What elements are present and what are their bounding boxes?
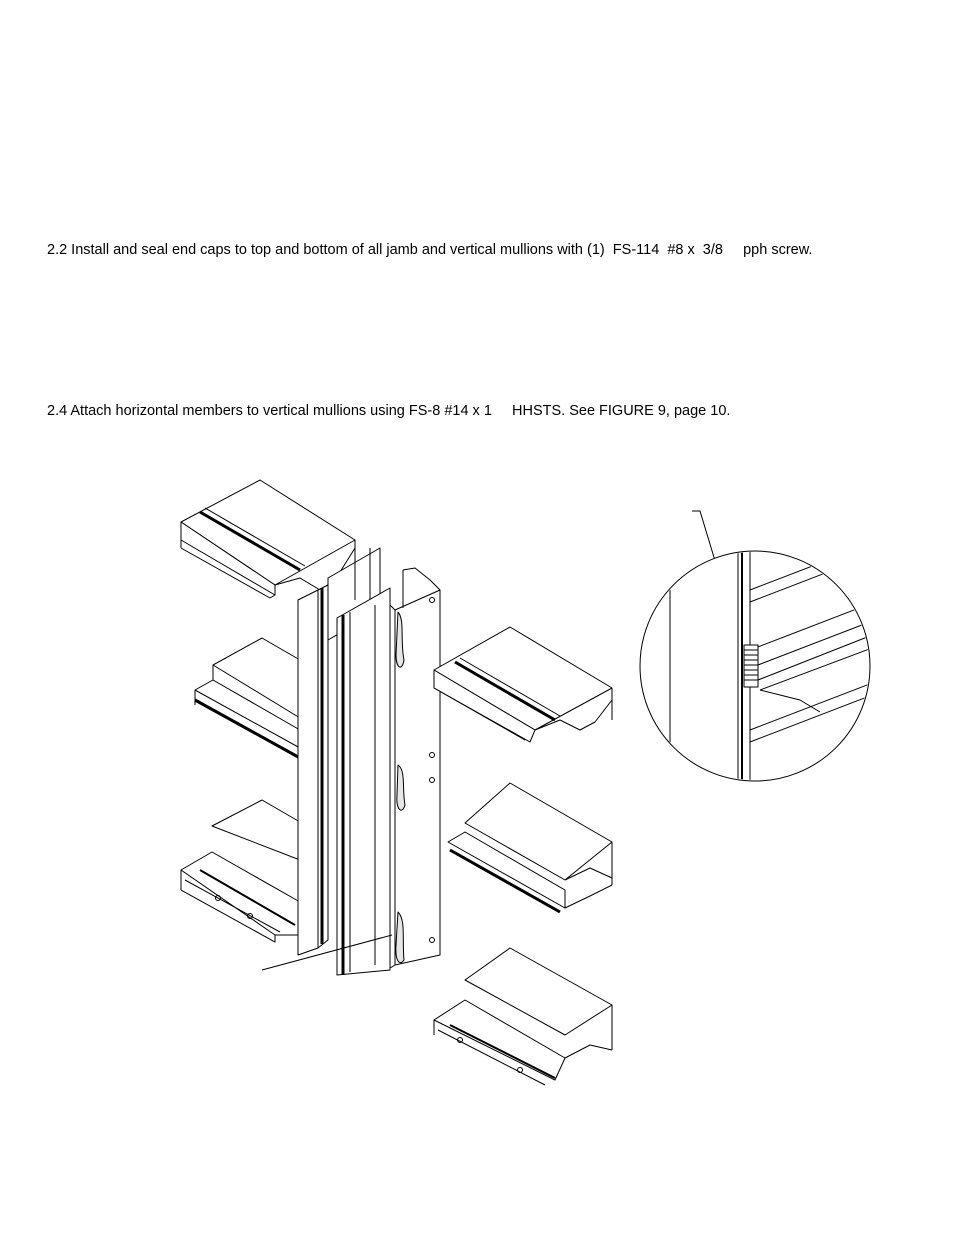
right-horizontal-member-1 xyxy=(434,627,612,742)
vertical-mullion xyxy=(298,548,440,975)
right-horizontal-member-3 xyxy=(434,948,612,1085)
right-horizontal-member-2 xyxy=(448,783,612,912)
bottom-left-horizontal-member xyxy=(181,800,300,942)
sealant-coil-icon xyxy=(744,645,758,687)
step-2-2-text: 2.2 Install and seal end caps to top and bottom of all jamb and vertical mullions with (1) FS-114 #8 x 3/8 pph screw. xyxy=(47,242,813,258)
detail-callout xyxy=(640,511,880,790)
middle-left-horizontal-member xyxy=(195,638,300,758)
step-2-4-text: 2.4 Attach horizontal members to vertical mullions using FS-8 #14 x 1 HHSTS. See FIGURE 9, page 10. xyxy=(47,403,731,419)
